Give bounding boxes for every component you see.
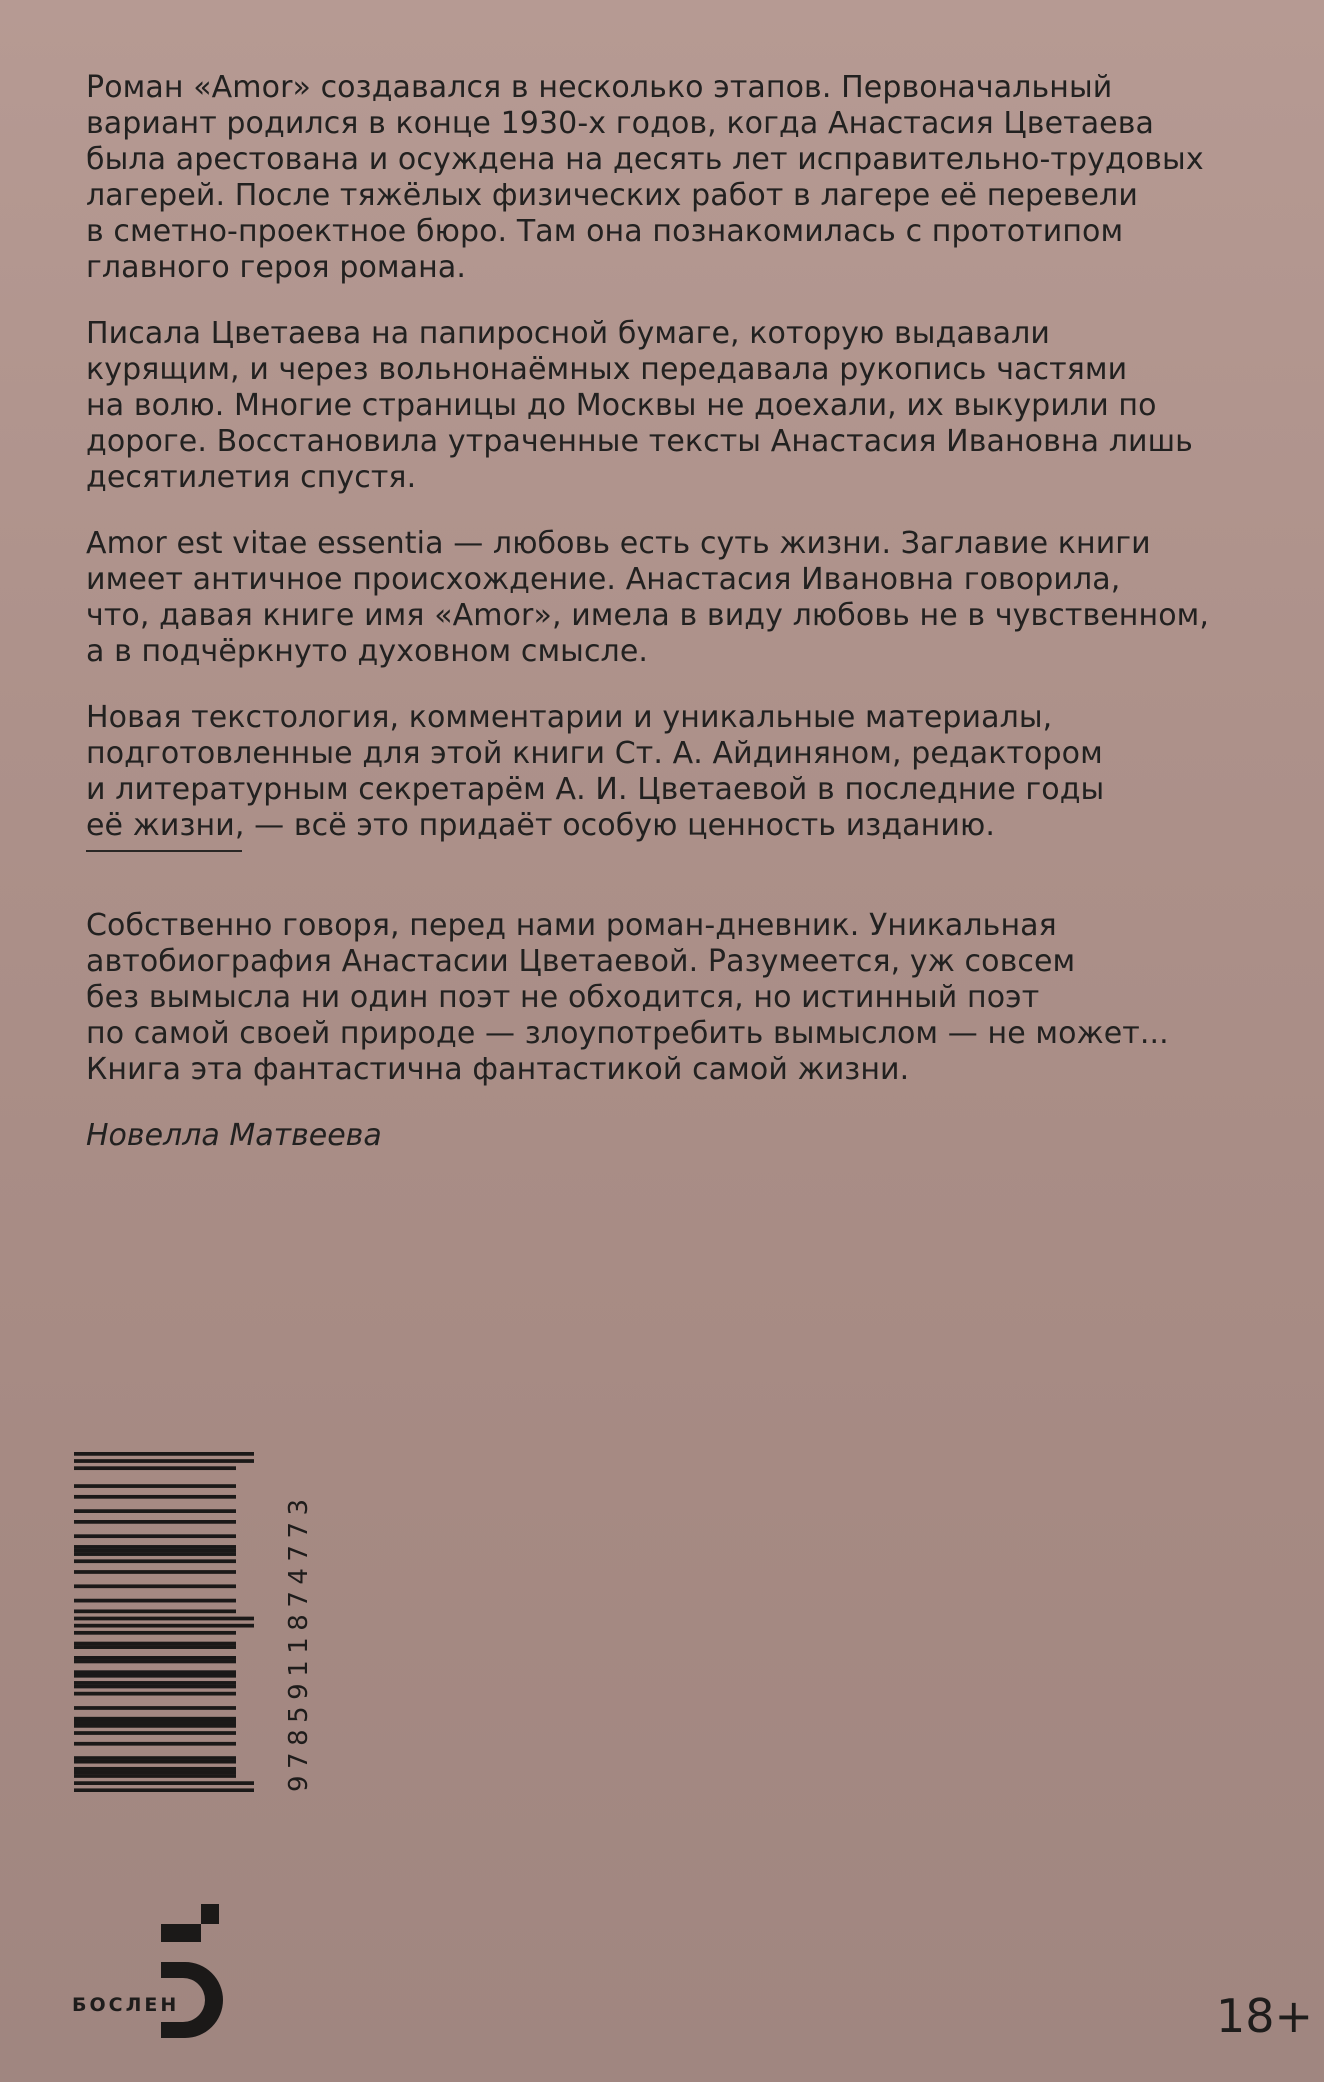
age-rating: 18+ [1216,1989,1314,2043]
barcode-bar [74,1781,254,1785]
barcode-bar [74,1552,236,1556]
quote-author: Новелла Матвеева [86,1118,382,1153]
barcode-bar [74,1645,236,1649]
barcode-bar [74,1724,236,1728]
barcode-bar [74,1756,236,1760]
barcode-bars [74,1452,254,1792]
barcode-bar [74,1584,236,1588]
barcode-bar [74,1670,236,1674]
barcode-bar [74,1570,236,1574]
publisher-name: БОСЛЕН [72,1994,180,2016]
barcode-bar [74,1617,254,1621]
barcode-bar [74,1731,236,1735]
barcode-bar [74,1685,236,1689]
barcode-bar [74,1452,254,1456]
barcode-bar [74,1706,236,1710]
barcode-bar [74,1717,236,1721]
barcode-bar [74,1771,236,1775]
barcode-bar [74,1466,236,1470]
barcode-bar [74,1692,236,1696]
barcode-bar [74,1549,236,1553]
annotation-text [86,70,1246,874]
barcode-bar [74,1767,236,1771]
barcode-bar [74,1774,236,1778]
isbn-barcode [74,1452,314,1792]
barcode-bar [74,1509,236,1513]
annotation-paragraph-4: Новая текстология, комментарии и уникальные материалы, подготовленные для этой книги Ст. А. Айдиняном, редактором и литературным секретарём А. И. Цветаевой в последние годы её жизни, — всё это придаёт особую ценность изданию. [86,700,1105,843]
barcode-bar [74,1674,236,1678]
annotation-paragraph-2: Писала Цветаева на папиросной бумаге, которую выдавали курящим, и через вольнонаёмных передавала рукопись частями на волю. Многие страницы до Москвы не доехали, их выкурили по дороге. Восстановила утраченные тексты Анастасия Ивановна лишь десятилетия спустя. [86,316,1193,495]
barcode-bar [74,1520,236,1524]
barcode-bar [74,1788,254,1792]
quote-text: Собственно говоря, перед нами роман-дневник. Уникальная автобиография Анастасии Цветаевой. Разумеется, уж совсем без вымысла ни один поэт не обходится, но истинный поэт по самой своей природе — злоупотребить вымыслом — не может... Книга эта фантастична фантастикой самой жизни. [86,908,1169,1087]
barcode-digits: 9785911874773 [284,1492,314,1792]
barcode-bar [74,1642,236,1646]
barcode-bar [74,1656,236,1660]
barcode-bar [74,1534,236,1538]
barcode-bar [74,1681,236,1685]
barcode-bar [74,1599,236,1603]
barcode-bar [74,1624,254,1628]
annotation-paragraph-1: Роман «Amor» создавался в несколько этапов. Первоначальный вариант родился в конце 1930-х годов, когда Анастасия Цветаева была арестована и осуждена на десять лет исправительно-трудовых лагерей. После тяжёлых физических работ в лагере её перевели в сметно-проектное бюро. Там она познакомилась с прототипом главного героя романа. [86,70,1204,285]
barcode-bar [74,1545,236,1549]
barcode-bar [74,1720,236,1724]
barcode-bar [74,1609,236,1613]
publisher-logo-icon [155,1900,235,2050]
annotation-paragraph-3: Amor est vitae essentia — любовь есть суть жизни. Заглавие книги имеет античное происхождение. Анастасия Ивановна говорила, что, давая книге имя «Amor», имела в виду любовь не в чувственном, а в подчёркнуто духовном смысле. [86,526,1210,669]
barcode-bar [74,1495,236,1499]
review-quote [86,908,1246,1154]
barcode-bar [74,1660,236,1664]
barcode-bar [74,1484,236,1488]
barcode-bar [74,1742,236,1746]
barcode-bar [74,1631,236,1635]
barcode-bar [74,1559,236,1563]
barcode-bar [74,1760,236,1764]
barcode-bar [74,1459,254,1463]
section-divider [86,850,242,852]
